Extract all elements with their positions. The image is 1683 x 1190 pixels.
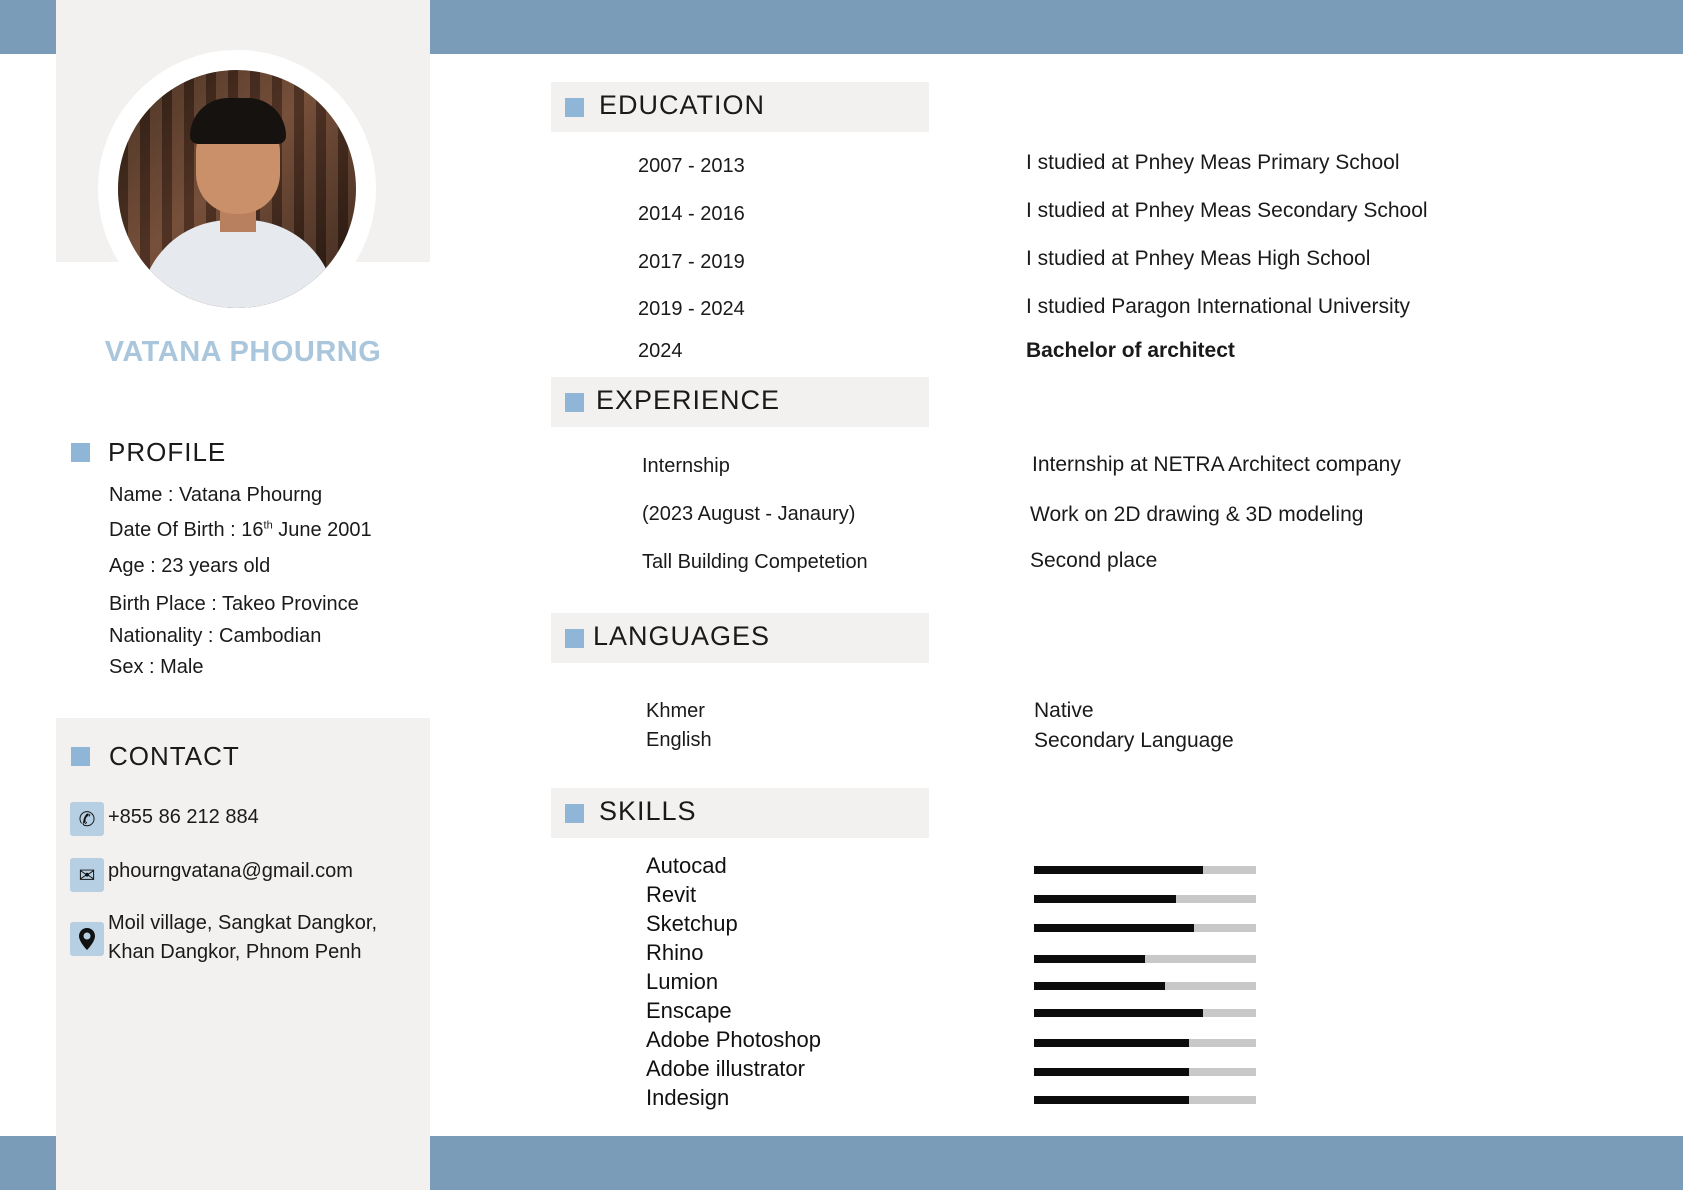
education-detail: I studied at Pnhey Meas Secondary School	[1026, 199, 1428, 222]
contact-email[interactable]: phourngvatana@gmail.com	[108, 860, 353, 882]
profile-birthplace-line: Birth Place : Takeo Province	[109, 593, 359, 615]
skill-bar	[1034, 1039, 1256, 1047]
contact-phone[interactable]: +855 86 212 884	[108, 806, 259, 828]
language-name: Khmer	[646, 700, 705, 722]
language-level: Secondary Language	[1034, 729, 1234, 752]
skill-bar-fill	[1034, 982, 1165, 990]
skill-name: Autocad	[646, 853, 727, 878]
skill-bar	[1034, 924, 1256, 932]
education-square-icon	[565, 98, 584, 117]
skill-bar-fill	[1034, 1068, 1189, 1076]
education-detail: I studied Paragon International University	[1026, 295, 1411, 318]
person-name: VATANA PHOURNG	[104, 336, 382, 368]
education-years: 2017 - 2019	[638, 251, 745, 273]
contact-address-line2: Khan Dangkor, Phnom Penh	[108, 941, 362, 963]
top-right-band	[430, 0, 1683, 54]
bottom-right-band	[430, 1136, 1683, 1190]
top-left-band	[0, 0, 56, 54]
contact-square-icon	[71, 747, 90, 766]
skill-bar-fill	[1034, 895, 1176, 903]
experience-left: Internship	[642, 455, 730, 477]
experience-right: Work on 2D drawing & 3D modeling	[1030, 503, 1364, 526]
experience-right: Internship at NETRA Architect company	[1032, 453, 1401, 476]
profile-age-line: Age : 23 years old	[109, 555, 271, 577]
profile-heading: PROFILE	[108, 437, 227, 467]
language-name: English	[646, 729, 712, 751]
profile-dob-line: Date Of Birth : 16th June 2001	[109, 519, 372, 541]
mail-icon: ✉	[70, 858, 104, 892]
education-detail: I studied at Pnhey Meas Primary School	[1026, 151, 1400, 174]
skill-name: Lumion	[646, 969, 719, 994]
experience-left: Tall Building Competetion	[642, 551, 868, 573]
skill-bar	[1034, 1096, 1256, 1104]
languages-header	[551, 613, 929, 663]
contact-address-line1: Moil village, Sangkat Dangkor,	[108, 912, 378, 934]
profile-square-icon	[71, 443, 90, 462]
skill-name: Sketchup	[646, 911, 738, 936]
phone-icon: ✆	[70, 802, 104, 836]
contact-heading: CONTACT	[109, 741, 240, 771]
bottom-left-band	[0, 1136, 56, 1190]
skill-bar-fill	[1034, 955, 1145, 963]
skill-bar	[1034, 895, 1256, 903]
skills-heading: SKILLS	[599, 796, 697, 826]
skill-bar-fill	[1034, 1039, 1189, 1047]
experience-right: Second place	[1030, 549, 1158, 572]
education-degree: Bachelor of architect	[1026, 339, 1235, 362]
skill-name: Revit	[646, 882, 697, 907]
skill-name: Adobe illustrator	[646, 1056, 805, 1081]
skill-bar	[1034, 982, 1256, 990]
profile-nationality-line: Nationality : Cambodian	[109, 625, 322, 647]
skill-name: Rhino	[646, 940, 704, 965]
profile-photo	[118, 70, 356, 308]
education-header	[551, 82, 929, 132]
education-years: 2007 - 2013	[638, 155, 745, 177]
skills-header	[551, 788, 929, 838]
language-level: Native	[1034, 699, 1094, 722]
skills-square-icon	[565, 804, 584, 823]
education-detail: I studied at Pnhey Meas High School	[1026, 247, 1371, 270]
profile-name-line: Name : Vatana Phourng	[109, 484, 323, 506]
skill-bar-fill	[1034, 924, 1194, 932]
education-years: 2024	[638, 340, 683, 362]
profile-sex-line: Sex : Male	[109, 656, 204, 678]
skill-bar-fill	[1034, 866, 1203, 874]
skill-bar-fill	[1034, 1096, 1189, 1104]
skill-name: Adobe Photoshop	[646, 1027, 821, 1052]
skill-bar	[1034, 955, 1256, 963]
skill-name: Enscape	[646, 998, 732, 1023]
location-pin-icon	[70, 922, 104, 956]
skill-bar	[1034, 1009, 1256, 1017]
skill-name: Indesign	[646, 1085, 730, 1110]
experience-heading: EXPERIENCE	[596, 385, 781, 415]
skill-bar	[1034, 866, 1256, 874]
experience-square-icon	[565, 393, 584, 412]
experience-header	[551, 377, 929, 427]
skill-bar-fill	[1034, 1009, 1203, 1017]
languages-square-icon	[565, 629, 584, 648]
education-years: 2019 - 2024	[638, 298, 745, 320]
languages-heading: LANGUAGES	[593, 621, 771, 651]
skill-bar	[1034, 1068, 1256, 1076]
experience-left: (2023 August - Janaury)	[642, 503, 856, 525]
education-years: 2014 - 2016	[638, 203, 745, 225]
education-heading: EDUCATION	[599, 90, 766, 120]
